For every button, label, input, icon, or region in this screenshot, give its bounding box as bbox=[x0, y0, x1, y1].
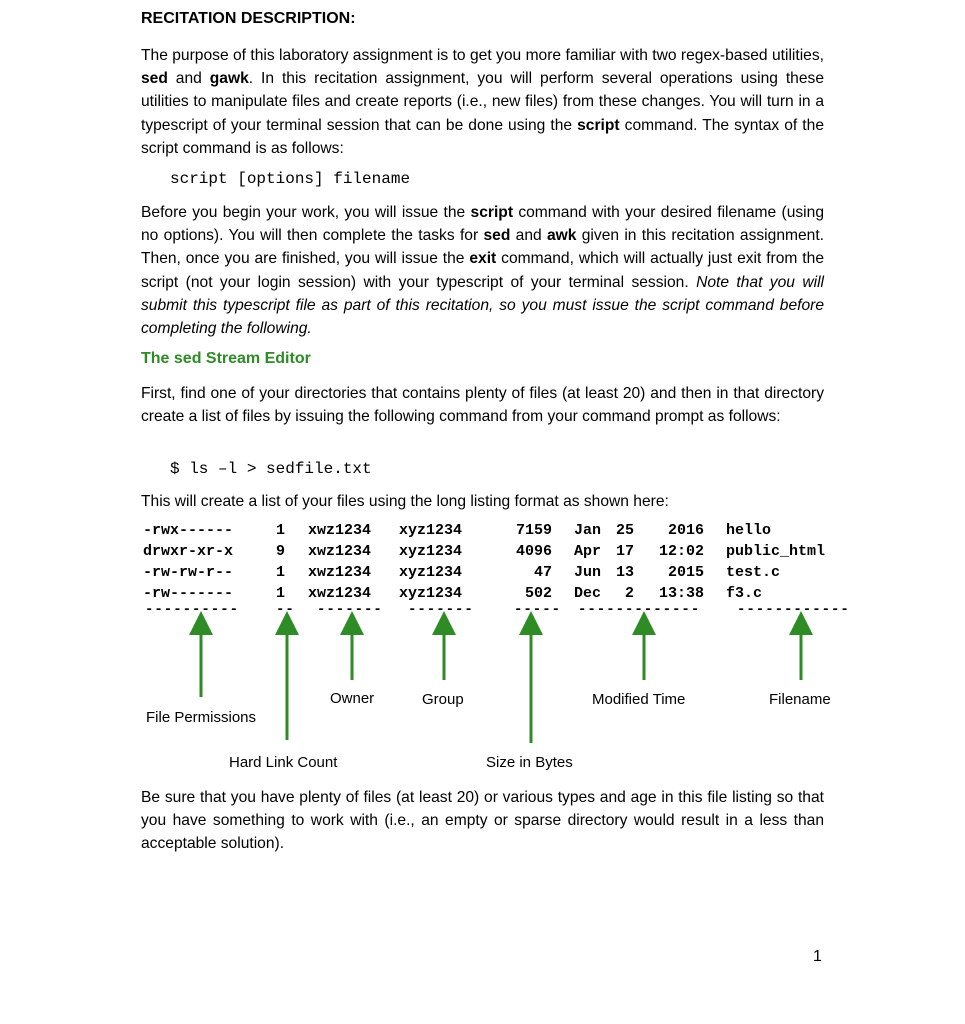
cell-day: 17 bbox=[615, 543, 634, 560]
cell-links: 1 bbox=[276, 522, 286, 539]
cell-links: 1 bbox=[276, 585, 286, 602]
intro-bold-script: script bbox=[577, 116, 620, 134]
cell-time: 13:38 bbox=[658, 585, 704, 602]
cell-group: xyz1234 bbox=[399, 543, 463, 560]
ls-listing-table bbox=[143, 520, 825, 604]
cell-time: 2016 bbox=[667, 522, 704, 539]
cell-group: xyz1234 bbox=[399, 522, 463, 539]
cell-perms: drwxr-xr-x bbox=[143, 543, 234, 560]
cell-day: 13 bbox=[615, 564, 634, 581]
listing-intro: This will create a list of your files using the long listing format as shown here: bbox=[141, 493, 669, 510]
label-owner: Owner bbox=[330, 690, 375, 707]
begin-italic-note: Note that you will submit this typescript file as part of this recitation, so you must issue the script command before completing the following. bbox=[141, 273, 825, 338]
dashes-group: ------- bbox=[408, 602, 474, 618]
ls-command-code: $ ls –l > sedfile.txt bbox=[170, 460, 372, 478]
table-row bbox=[143, 562, 825, 583]
recitation-heading: RECITATION DESCRIPTION: bbox=[141, 10, 356, 27]
intro-bold-gawk: gawk bbox=[209, 70, 249, 88]
cell-group: xyz1234 bbox=[399, 585, 463, 602]
dashes-size: ----- bbox=[514, 602, 562, 618]
closing-paragraph: Be sure that you have plenty of files (at least 20) or various types and age in this file listing so that you have something to work with (i.e., an empty or sparse directory would result in a less than acceptable solution). bbox=[141, 789, 824, 853]
begin-text-4: given in this recitation assignment. Then, once you are finished, you will issue the bbox=[141, 227, 824, 268]
cell-month: Apr bbox=[574, 543, 602, 560]
cell-perms: -rw------- bbox=[143, 585, 234, 602]
table-row bbox=[143, 541, 825, 562]
begin-text-3: and bbox=[510, 227, 547, 245]
cell-group: xyz1234 bbox=[399, 564, 463, 581]
sed-section-title: The sed Stream Editor bbox=[141, 350, 311, 367]
dashes-modified: ------------- bbox=[578, 602, 701, 618]
begin-text-5: command, which will actually just exit from the script (not your login session) with your typescript of your terminal session. bbox=[141, 250, 824, 291]
dashes-owner: ------- bbox=[317, 602, 383, 618]
intro-text-1: The purpose of this laboratory assignment is to get you more familiar with two regex-based utilities, bbox=[141, 47, 824, 64]
intro-text-3: . In this recitation assignment, you will perform several operations using these utilities to manipulate files and create reports (i.e., new files) from these changes. You will turn in a typescript of your terminal session that can be done using the bbox=[141, 70, 824, 134]
label-file-permissions: File Permissions bbox=[146, 709, 257, 726]
cell-owner: xwz1234 bbox=[308, 543, 372, 560]
cell-size: 7159 bbox=[515, 522, 552, 539]
cell-name: public_html bbox=[726, 543, 826, 560]
label-hard-link-count: Hard Link Count bbox=[229, 754, 338, 771]
label-size-in-bytes: Size in Bytes bbox=[486, 754, 573, 771]
cell-month: Dec bbox=[574, 585, 602, 602]
dashes-filename: ------------ bbox=[737, 602, 850, 618]
cell-owner: xwz1234 bbox=[308, 522, 372, 539]
cell-day: 2 bbox=[624, 585, 634, 602]
label-modified-time: Modified Time bbox=[592, 691, 686, 708]
cell-month: Jun bbox=[574, 564, 602, 581]
cell-name: test.c bbox=[726, 564, 781, 581]
script-syntax-code: script [options] filename bbox=[170, 170, 411, 188]
table-row bbox=[143, 583, 825, 604]
cell-owner: xwz1234 bbox=[308, 564, 372, 581]
cell-month: Jan bbox=[574, 522, 602, 539]
begin-paragraph bbox=[141, 201, 824, 340]
page-number: 1 bbox=[813, 948, 822, 965]
begin-bold-script: script bbox=[470, 204, 514, 221]
cell-perms: -rwx------ bbox=[143, 522, 234, 539]
intro-bold-sed: sed bbox=[141, 70, 168, 88]
cell-perms: -rw-rw-r-- bbox=[143, 564, 234, 581]
cell-name: f3.c bbox=[726, 585, 763, 602]
cell-day: 25 bbox=[615, 522, 634, 539]
intro-paragraph bbox=[141, 44, 824, 160]
cell-links: 9 bbox=[276, 543, 286, 560]
intro-text-4: command. The syntax of the script command is as follows: bbox=[141, 116, 824, 157]
begin-bold-awk: awk bbox=[546, 227, 577, 245]
cell-size: 4096 bbox=[515, 543, 552, 560]
begin-bold-sed: sed bbox=[483, 227, 511, 245]
begin-text-1: Before you begin your work, you will issue the bbox=[141, 204, 471, 221]
cell-time: 2015 bbox=[667, 564, 704, 581]
cell-links: 1 bbox=[276, 564, 286, 581]
label-filename: Filename bbox=[769, 691, 831, 708]
cell-size: 47 bbox=[533, 564, 552, 581]
cell-time: 12:02 bbox=[658, 543, 704, 560]
table-row bbox=[143, 520, 825, 541]
dashes-perms: ---------- bbox=[145, 602, 240, 618]
cell-name: hello bbox=[726, 522, 772, 539]
dashes-links: -- bbox=[276, 602, 295, 618]
first-paragraph: First, find one of your directories that contains plenty of files (at least 20) and then in that directory create a list of files by issuing the following command from your command prompt as follows: bbox=[141, 385, 824, 426]
begin-text-2: command with your desired filename (using no options). You will then complete the tasks for bbox=[141, 204, 824, 245]
intro-text-2: and bbox=[167, 70, 210, 88]
cell-size: 502 bbox=[524, 585, 552, 602]
begin-bold-exit: exit bbox=[469, 250, 497, 268]
label-group: Group bbox=[422, 691, 464, 708]
cell-owner: xwz1234 bbox=[308, 585, 372, 602]
